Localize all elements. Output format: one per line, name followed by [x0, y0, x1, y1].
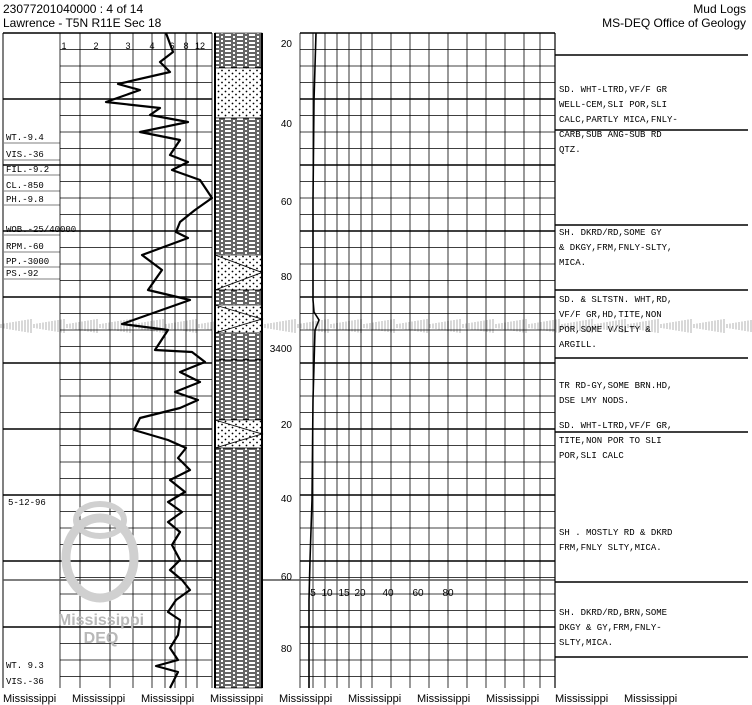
noise-mark	[162, 319, 164, 333]
footer-watermark-text: Mississippi	[141, 693, 195, 705]
mud-property-label: WT.-9.4	[6, 133, 44, 143]
noise-mark	[42, 323, 44, 330]
description-dividers	[555, 55, 748, 657]
noise-mark	[36, 324, 38, 329]
noise-mark	[72, 323, 74, 329]
lithology-description: ARGILL.	[559, 340, 597, 350]
noise-mark	[654, 320, 656, 333]
noise-mark	[183, 321, 185, 331]
lithology-description: TITE,NON POR TO SLI	[559, 436, 662, 446]
noise-mark	[204, 323, 206, 329]
noise-mark	[507, 322, 509, 330]
noise-mark	[147, 322, 149, 331]
rop-scale-label: 12	[194, 41, 206, 51]
mdeq-watermark	[58, 504, 144, 647]
noise-mark	[705, 322, 707, 330]
mud-property-label: VIS.-36	[6, 150, 44, 160]
noise-mark	[399, 324, 401, 329]
noise-mark	[339, 323, 341, 330]
lithology-description: FRM,FNLY SLTY,MICA.	[559, 543, 662, 553]
footer-watermark-text: Mississippi	[555, 693, 609, 705]
noise-mark	[369, 323, 371, 329]
rop-scale-label: 1	[61, 41, 67, 51]
noise-mark	[201, 324, 203, 329]
noise-mark	[423, 320, 425, 333]
noise-mark	[180, 322, 182, 331]
depth-label: 40	[280, 494, 292, 505]
noise-mark	[12, 322, 14, 330]
noise-mark	[711, 321, 713, 331]
lithology-description: SLTY,MICA.	[559, 638, 614, 648]
gas-scale-label: 60	[412, 588, 424, 599]
noise-mark	[99, 324, 101, 328]
noise-mark	[276, 322, 278, 330]
noise-mark	[363, 324, 365, 328]
noise-mark	[192, 320, 194, 333]
sandstone-interval	[215, 255, 262, 290]
noise-mark	[426, 319, 428, 333]
lithology-description: & DKGY,FRM,FNLY-SLTY,	[559, 243, 673, 253]
footer-watermark-text: Mississippi	[72, 693, 126, 705]
noise-mark	[546, 321, 548, 331]
footer-watermark-text: Mississippi	[279, 693, 333, 705]
noise-mark	[402, 323, 404, 329]
noise-mark	[396, 324, 398, 328]
lithology-description: SH. DKRD/RD,BRN,SOME	[559, 608, 668, 618]
lithology-description: MICA.	[559, 258, 587, 268]
noise-mark	[663, 324, 665, 329]
rop-scale-label: 8	[183, 41, 189, 51]
depth-label: 3400	[269, 344, 292, 355]
file-id: 23077201040000 : 4 of 14	[3, 2, 144, 16]
footer-watermark-text: Mississippi	[348, 693, 402, 705]
footer-watermark-text: Mississippi	[417, 693, 471, 705]
noise-mark	[18, 321, 20, 331]
sandstone-interval	[215, 420, 262, 448]
noise-mark	[177, 322, 179, 330]
noise-mark	[510, 322, 512, 331]
lithology-description: CARB,SUB ANG-SUB RD	[559, 130, 662, 140]
noise-mark	[489, 320, 491, 333]
noise-mark	[30, 319, 32, 333]
mud-property-label: WT. 9.3	[6, 661, 44, 671]
rop-scale-label: 4	[149, 41, 155, 51]
noise-mark	[381, 321, 383, 331]
lithology-description: WELL-CEM,SLI POR,SLI	[559, 100, 668, 110]
log-labels	[3, 39, 678, 705]
noise-mark	[24, 320, 26, 332]
noise-mark	[198, 324, 200, 328]
noise-mark	[435, 323, 437, 329]
noise-mark	[270, 323, 272, 329]
noise-mark	[411, 322, 413, 331]
sandstone-interval	[215, 305, 262, 333]
footer-watermark-text: Mississippi	[624, 693, 678, 705]
mud-property-label: PP.-3000	[6, 257, 50, 267]
noise-mark	[207, 323, 209, 330]
noise-mark	[534, 323, 536, 329]
noise-mark	[66, 324, 68, 328]
noise-mark	[459, 319, 461, 333]
mud-property-label: VIS.-36	[6, 677, 44, 687]
noise-mark	[501, 323, 503, 329]
noise-mark	[438, 323, 440, 330]
noise-mark	[75, 323, 77, 330]
noise-mark	[672, 322, 674, 330]
mud-property-label: FIL.-9.2	[6, 165, 50, 175]
noise-mark	[105, 323, 107, 329]
date-label: 5-12-96	[8, 498, 46, 508]
lithology-description: SD. & SLTSTN. WHT,RD,	[559, 295, 673, 305]
noise-mark	[303, 323, 305, 329]
lithology-description: POR,SOME V/SLTY &	[559, 325, 651, 335]
noise-mark	[393, 319, 395, 333]
noise-mark	[168, 324, 170, 329]
lithology-description: DKGY & GY,FRM,FNLY-	[559, 623, 662, 633]
mud-property-label: CL.-850	[6, 181, 44, 191]
noise-mark	[696, 324, 698, 329]
noise-mark	[405, 323, 407, 330]
noise-mark	[102, 324, 104, 329]
noise-mark	[708, 322, 710, 331]
noise-mark	[96, 319, 98, 333]
noise-mark	[474, 322, 476, 330]
noise-mark	[444, 322, 446, 331]
noise-mark	[357, 320, 359, 333]
watermark-text: Mississippi	[57, 612, 145, 629]
lithology-description: TR RD-GY,SOME BRN.HD,	[559, 381, 673, 391]
noise-mark	[741, 322, 743, 331]
noise-mark	[111, 322, 113, 330]
noise-mark	[657, 319, 659, 333]
noise-mark	[738, 322, 740, 330]
noise-mark	[159, 320, 161, 333]
lithology-column	[215, 33, 262, 688]
location-label: Lawrence - T5N R11E Sec 18	[3, 16, 162, 30]
noise-mark	[81, 322, 83, 331]
noise-mark	[171, 323, 173, 329]
depth-label: 80	[280, 272, 292, 283]
noise-mark	[747, 321, 749, 332]
doc-type-label: Mud Logs	[693, 2, 746, 16]
lithology-description: DSE LMY NODS.	[559, 396, 630, 406]
gas-scale-label: 20	[354, 588, 366, 599]
noise-mark	[660, 324, 662, 328]
noise-mark	[714, 321, 716, 332]
noise-mark	[702, 323, 704, 330]
noise-mark	[342, 322, 344, 330]
noise-mark	[699, 323, 701, 329]
noise-mark	[495, 324, 497, 328]
noise-mark	[21, 321, 23, 332]
noise-mark	[726, 324, 728, 328]
noise-mark	[273, 323, 275, 330]
noise-mark	[456, 320, 458, 333]
noise-mark	[366, 324, 368, 329]
noise-mark	[531, 324, 533, 329]
lithology-description: QTZ.	[559, 145, 581, 155]
noise-mark	[333, 324, 335, 329]
depth-label: 80	[280, 644, 292, 655]
rop-scale-label: 6	[169, 41, 175, 51]
lithology-description: SH. DKRD/RD,SOME GY	[559, 228, 662, 238]
lithology-description: SH . MOSTLY RD & DKRD	[559, 528, 673, 538]
noise-mark	[6, 323, 8, 329]
lithology-description: CALC,PARTLY MICA,FNLY-	[559, 115, 678, 125]
noise-mark	[729, 324, 731, 329]
noise-mark	[543, 322, 545, 331]
noise-mark	[294, 319, 296, 333]
rop-scale-label: 2	[93, 41, 99, 51]
noise-mark	[513, 321, 515, 331]
noise-mark	[264, 324, 266, 328]
noise-mark	[9, 323, 11, 330]
noise-mark	[279, 322, 281, 331]
noise-mark	[666, 323, 668, 329]
noise-mark	[477, 322, 479, 331]
mud-property-label: WOB.-25/40000	[6, 225, 77, 235]
watermark-text: DEQ	[83, 630, 119, 647]
agency-label: MS-DEQ Office of Geology	[602, 16, 746, 30]
noise-mark	[15, 322, 17, 331]
noise-mark	[63, 319, 65, 333]
gas-scale-label: 10	[321, 588, 333, 599]
noise-mark	[687, 320, 689, 333]
depth-label: 60	[280, 572, 292, 583]
gas-scale-label: 15	[338, 588, 350, 599]
gas-scale-label: 80	[442, 588, 454, 599]
noise-mark	[282, 321, 284, 331]
lithology-description: VF/F GR,HD,TITE,NON	[559, 310, 662, 320]
noise-mark	[117, 321, 119, 331]
mud-property-label: RPM.-60	[6, 242, 44, 252]
gas-scale-label: 40	[382, 588, 394, 599]
noise-mark	[291, 320, 293, 333]
lithology-description: SD. WHT-LTRD,VF/F GR	[559, 85, 668, 95]
noise-mark	[498, 324, 500, 329]
noise-mark	[441, 322, 443, 330]
noise-mark	[723, 319, 725, 333]
rop-scale-label: 3	[125, 41, 131, 51]
mud-property-label: PH.-9.8	[6, 195, 44, 205]
noise-mark	[306, 323, 308, 330]
noise-mark	[744, 321, 746, 331]
noise-mark	[327, 319, 329, 333]
shale-interval	[215, 360, 262, 420]
noise-mark	[651, 320, 653, 332]
noise-mark	[378, 322, 380, 331]
noise-mark	[480, 321, 482, 331]
depth-label: 60	[280, 197, 292, 208]
noise-mark	[309, 322, 311, 330]
shale-interval	[215, 448, 262, 688]
noise-mark	[27, 320, 29, 333]
noise-mark	[39, 323, 41, 329]
noise-mark	[288, 320, 290, 332]
noise-mark	[54, 321, 56, 332]
noise-mark	[45, 322, 47, 330]
noise-mark	[375, 322, 377, 330]
noise-mark	[84, 321, 86, 331]
noise-mark	[48, 322, 50, 331]
noise-mark	[492, 319, 494, 333]
noise-mark	[0, 324, 2, 328]
noise-mark	[114, 322, 116, 331]
noise-mark	[57, 320, 59, 332]
noise-mark	[693, 324, 695, 328]
noise-mark	[267, 324, 269, 329]
footer-watermark-text: Mississippi	[3, 693, 57, 705]
footer-watermark-text: Mississippi	[486, 693, 540, 705]
noise-mark	[735, 323, 737, 330]
noise-mark	[684, 320, 686, 332]
noise-mark	[51, 321, 53, 331]
noise-mark	[285, 321, 287, 332]
gas-scale-label: 5	[310, 588, 316, 599]
noise-mark	[33, 324, 35, 328]
noise-mark	[432, 324, 434, 329]
mud-property-label: PS.-92	[6, 269, 39, 279]
footer-watermark-text: Mississippi	[210, 693, 264, 705]
noise-mark	[675, 322, 677, 331]
noise-mark	[297, 324, 299, 328]
noise-mark	[93, 320, 95, 333]
noise-mark	[717, 320, 719, 332]
shale-interval	[215, 290, 262, 305]
noise-mark	[345, 322, 347, 331]
noise-mark	[528, 324, 530, 328]
noise-mark	[720, 320, 722, 333]
noise-mark	[525, 319, 527, 333]
noise-mark	[732, 323, 734, 329]
depth-label: 20	[280, 39, 292, 50]
shale-interval	[215, 333, 262, 360]
noise-mark	[471, 323, 473, 330]
noise-mark	[669, 323, 671, 330]
noise-mark	[468, 323, 470, 329]
shale-interval	[215, 33, 262, 68]
lithology-description: SD. WHT-LTRD,VF/F GR,	[559, 421, 673, 431]
noise-mark	[69, 324, 71, 329]
depth-label: 20	[280, 420, 292, 431]
depth-label: 40	[280, 119, 292, 130]
state-seal-outline	[66, 518, 134, 598]
noise-mark	[330, 324, 332, 328]
noise-mark	[681, 321, 683, 332]
noise-mark	[690, 319, 692, 333]
lithology-description: POR,SLI CALC	[559, 451, 624, 461]
noise-mark	[414, 321, 416, 331]
noise-mark	[678, 321, 680, 331]
sandstone-interval	[215, 68, 262, 118]
shale-interval	[215, 118, 262, 255]
noise-mark	[462, 324, 464, 328]
noise-mark	[537, 323, 539, 330]
